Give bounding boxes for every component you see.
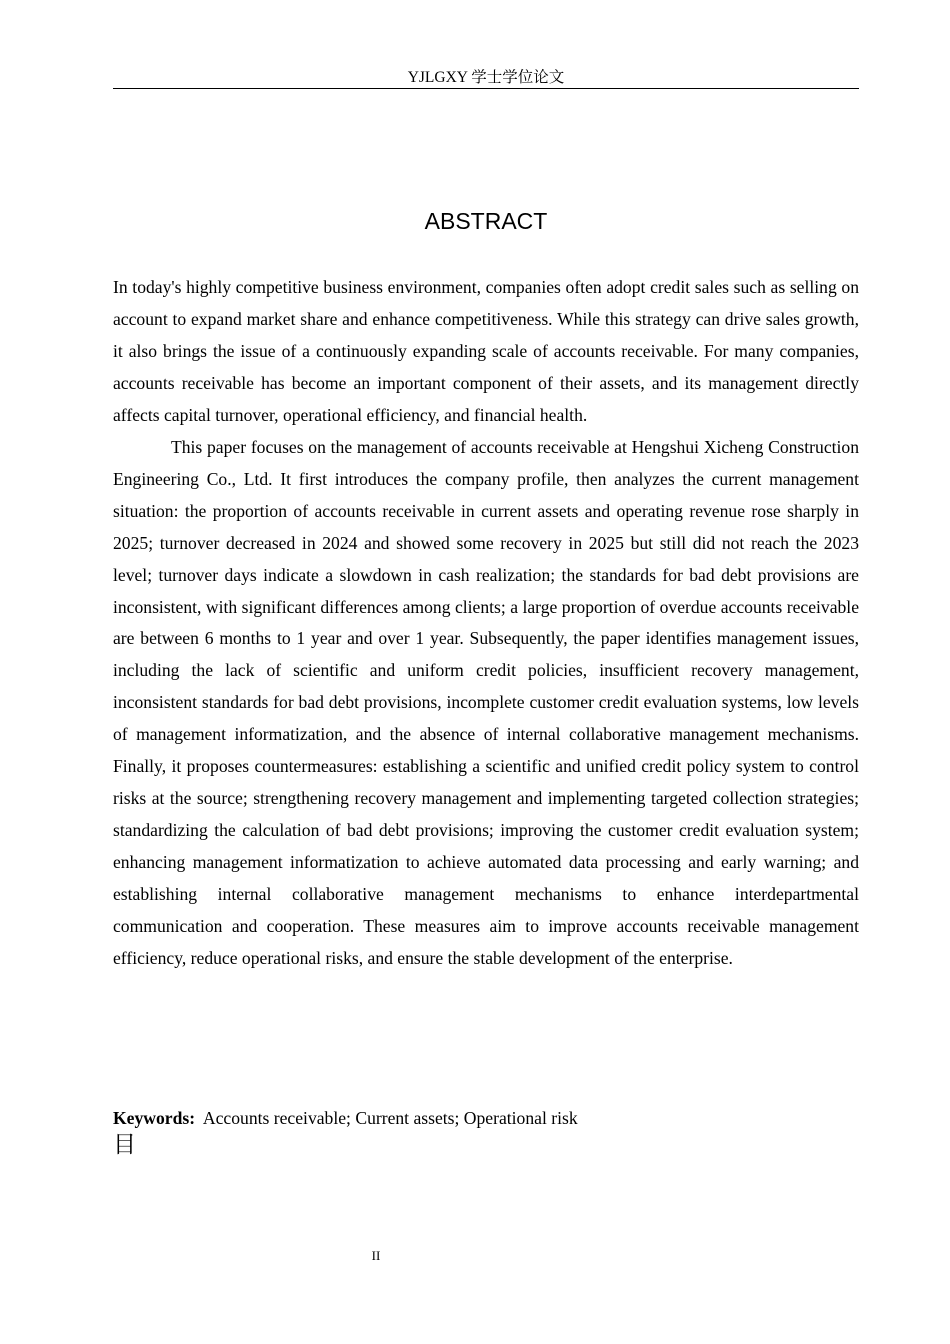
- toc-heading-fragment: 目: [113, 1132, 136, 1158]
- keywords-label: Keywords:: [113, 1108, 196, 1128]
- keywords-line: [113, 1103, 859, 1133]
- abstract-paragraph: In today's highly competitive business environment, companies often adopt credit sales such as selling on account to expand market share and enhance competitiveness. While this strategy can drive sales growth, it also brings the issue of a continuously expanding scale of accounts receivable. For many companies, accounts receivable has become an important component of their assets, and its management directly affects capital turnover, operational efficiency, and financial health.: [113, 277, 859, 425]
- abstract-paragraph: This paper focuses on the management of accounts receivable at Hengshui Xicheng Construction Engineering Co., Ltd. It first introduces the company profile, then analyzes the current management situation: the proportion of accounts receivable in current assets and operating revenue rose sharply in 2025; turnover decreased in 2024 and showed some recovery in 2025 but still did not reach the 2023 level; turnover days indicate a slowdown in cash realization; the standards for bad debt provisions are inconsistent, with significant differences among clients; a large proportion of overdue accounts receivable are between 6 months to 1 year and over 1 year. Subsequently, the paper identifies management issues, including the lack of scientific and uniform credit policies, insufficient recovery management, inconsistent standards for bad debt provisions, incomplete customer credit evaluation systems, low levels of management informatization, and the absence of internal collaborative management mechanisms. Finally, it proposes countermeasures: establishing a scientific and unified credit policy system to control risks at the source; strengthening recovery management and implementing targeted collection strategies; standardizing the calculation of bad debt provisions; improving the customer credit evaluation system; enhancing management informatization to achieve automated data processing and early warning; and establishing internal collaborative management mechanisms to enhance interdepartmental communication and cooperation. These measures aim to improve accounts receivable management efficiency, reduce operational risks, and ensure the stable development of the enterprise.: [113, 436, 859, 969]
- abstract-body: [113, 272, 859, 975]
- abstract-title: ABSTRACT: [424, 208, 548, 234]
- running-header: [113, 68, 859, 89]
- running-header-title: YJLGXY 学士学位论文: [407, 69, 565, 86]
- keywords-text: Accounts receivable; Current assets; Operational risk: [202, 1108, 578, 1128]
- page-number: II: [371, 1248, 381, 1263]
